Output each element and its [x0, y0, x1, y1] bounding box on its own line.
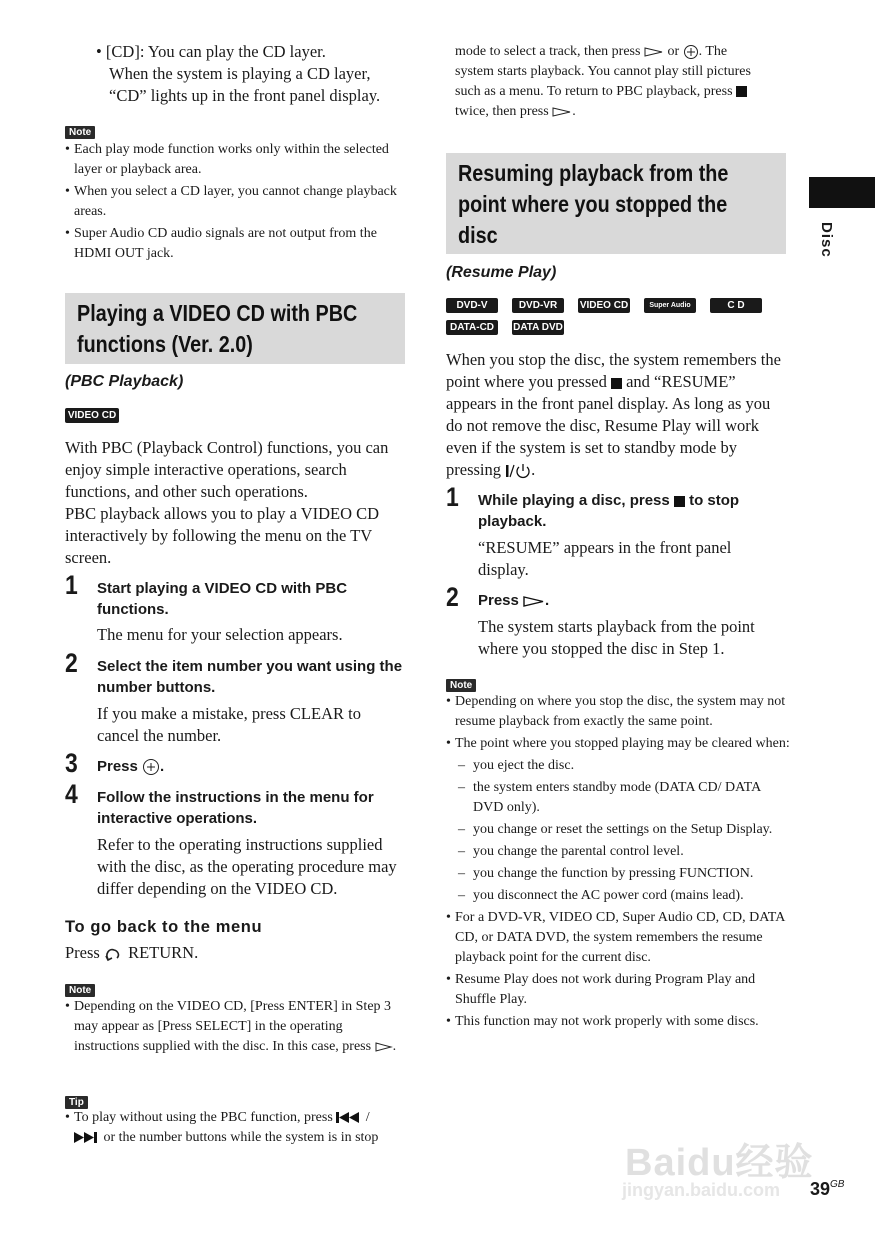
- note-3-list: [446, 692, 791, 1034]
- pbc-subtitle: (PBC Playback): [65, 373, 184, 390]
- note-3-item: • The point where you stopped playing may be cleared when:: [446, 734, 791, 754]
- resume-heading-line1: Resuming playback from the: [458, 160, 729, 186]
- disc-badge: DVD-VR: [512, 298, 564, 313]
- step-body: If you make a mistake, press CLEAR to cancel the number.: [97, 704, 361, 745]
- note-3-dash-item: – you change the function by pressing FUNCTION.: [446, 864, 791, 884]
- note-2-end: .: [392, 1039, 397, 1054]
- note-3-dash-item: – you change the parental control level.: [446, 842, 791, 862]
- page-number-suffix: GB: [830, 1179, 845, 1190]
- play-icon: [552, 107, 572, 117]
- resume-subtitle: (Resume Play): [446, 264, 557, 281]
- previous-icon: [336, 1112, 362, 1123]
- cd-layer-bullet: • [CD]: You can play the CD layer. When the system is playing a CD layer, “CD” lights up in the front panel display.: [96, 41, 416, 107]
- press-text: Press: [65, 943, 100, 962]
- tip-body: To play without using the PBC function, press: [74, 1110, 333, 1125]
- step-title-b: .: [545, 592, 550, 609]
- step-body: “RESUME” appears in the front panel display.: [478, 538, 732, 579]
- pbc-heading: [77, 298, 357, 360]
- step-title: Select the item number you want using the number buttons.: [97, 658, 403, 696]
- watermark-logo: Baidu经验: [625, 1142, 814, 1184]
- stop-icon: [674, 496, 685, 507]
- tip-slash: /: [365, 1110, 370, 1125]
- note-3-dash-item: – the system enters standby mode (DATA CD/ DATA DVD only).: [446, 778, 791, 818]
- tip-body-2: or the number buttons while the system is in stop: [103, 1130, 379, 1145]
- disc-badge: DVD-V: [446, 298, 498, 313]
- play-icon: [644, 47, 664, 57]
- resume-intro-b: and “RESUME” appears in the front panel display. As long as you do not remove the disc, Resume Play will work even if the system is set to standby mode by pressing: [446, 372, 771, 479]
- return-text: RETURN.: [128, 943, 199, 962]
- continuation-line2: system starts playback. You cannot play still pictures: [455, 64, 751, 79]
- disc-badge: DATA DVD: [513, 322, 563, 333]
- stop-icon: [736, 86, 747, 97]
- play-icon: [375, 1042, 393, 1052]
- pbc-heading-line1: Playing a VIDEO CD with PBC: [77, 300, 358, 326]
- power-icon: [505, 463, 531, 479]
- note-3-item: • Resume Play does not work during Program Play and Shuffle Play.: [446, 970, 791, 1010]
- back-to-menu-heading: To go back to the menu: [65, 918, 263, 936]
- resume-heading-box: [446, 153, 786, 254]
- tip-text: [65, 1108, 410, 1150]
- note-1-item: • When you select a CD layer, you cannot change playback areas.: [65, 182, 410, 222]
- step-title-b: to stop playback.: [478, 492, 740, 530]
- step-body: The system starts playback from the point where you stopped the disc in Step 1.: [478, 617, 755, 658]
- enter-circle-icon: [142, 758, 160, 776]
- pbc-intro-text-2: PBC playback allows you to play a VIDEO CD interactively by following the menu on the TV screen.: [65, 504, 380, 567]
- step-title: [478, 490, 783, 532]
- step-number: 2: [446, 582, 459, 612]
- note-label: Note: [65, 126, 95, 139]
- note-label: Note: [446, 679, 476, 692]
- or-text: or: [667, 44, 680, 59]
- note-2-body: Depending on the VIDEO CD, [Press ENTER] in Step 3 may appear as [Press SELECT] in the operating instructions supplied with the disc. In this case, press: [74, 999, 392, 1054]
- continuation-line3: such as a menu. To return to PBC playback, press: [455, 84, 733, 99]
- back-to-menu-instruction: [65, 942, 198, 964]
- resume-intro: [446, 349, 786, 481]
- section-tab: [809, 177, 875, 208]
- resume-intro-end: .: [531, 460, 536, 479]
- cd-bullet-line3: “CD” lights up in the front panel display.: [109, 86, 381, 105]
- pbc-badge-row: [65, 408, 123, 426]
- step-number: 1: [446, 482, 459, 512]
- resume-heading-line2: point where you stopped the: [458, 191, 728, 217]
- disc-badges: [446, 298, 786, 338]
- note-3-item: • For a DVD-VR, VIDEO CD, Super Audio CD, CD, DATA CD, or DATA DVD, the system remembers the resume playback point for the current disc.: [446, 908, 791, 968]
- play-icon: [523, 596, 545, 607]
- continuation-line4-end: .: [572, 104, 576, 119]
- resume-heading: [458, 158, 728, 251]
- step-number: 2: [65, 648, 78, 678]
- disc-badge: C D: [710, 298, 762, 313]
- pbc-intro-text: With PBC (Playback Control) functions, you can enjoy simple interactive operations, search functions, and other such operations.: [65, 438, 389, 501]
- step-title-a: Press: [478, 592, 519, 609]
- note-1-list: [65, 140, 410, 266]
- resume-intro-a: When you stop the disc, the system remembers the point where you pressed: [446, 350, 781, 391]
- note-3-dash-item: – you change or reset the settings on the Setup Display.: [446, 820, 791, 840]
- note-3-dash-item: – you disconnect the AC power cord (mains lead).: [446, 886, 791, 906]
- disc-badge: VIDEO CD: [579, 300, 629, 311]
- next-icon: [74, 1132, 100, 1143]
- step-title-row: Press .: [97, 758, 165, 775]
- note-3-item: • This function may not work properly with some discs.: [446, 1012, 791, 1032]
- disc-badge: DATA-CD: [446, 320, 498, 335]
- right-top-continuation: [455, 42, 790, 122]
- note-1-item: • Each play mode function works only within the selected layer or playback area.: [65, 140, 410, 180]
- enter-circle-icon: [683, 44, 699, 60]
- page-number: [810, 1179, 844, 1200]
- note-3-dash-item: – you eject the disc.: [446, 756, 791, 776]
- note-3: [446, 675, 476, 693]
- section-tab-label: Disc: [818, 222, 835, 258]
- note-1: [65, 122, 95, 140]
- cd-bullet-text: [CD]: You can play the CD layer.: [105, 42, 326, 61]
- step-number: 1: [65, 570, 78, 600]
- watermark-url: jingyan.baidu.com: [622, 1180, 781, 1200]
- disc-badge: Super Audio CD: [644, 298, 696, 313]
- continuation-text: mode to select a track, then press: [455, 44, 641, 59]
- cd-bullet-line2: When the system is playing a CD layer,: [109, 64, 371, 83]
- pbc-intro: [65, 437, 410, 569]
- note-3-item: • Depending on where you stop the disc, the system may not resume playback from exactly the same point.: [446, 692, 791, 732]
- step-title: Press: [97, 758, 138, 775]
- step-body: The menu for your selection appears.: [97, 625, 343, 644]
- tip-label: Tip: [65, 1096, 88, 1109]
- page-number-value: 39: [810, 1179, 831, 1199]
- note-1-item: • Super Audio CD audio signals are not output from the HDMI OUT jack.: [65, 224, 410, 264]
- step-body: Refer to the operating instructions supplied with the disc, as the operating procedure may differ depending on the VIDEO CD.: [97, 835, 397, 898]
- return-icon: [104, 946, 124, 962]
- pbc-heading-box: [65, 293, 405, 364]
- resume-heading-line3: disc: [458, 222, 498, 248]
- step-title: Follow the instructions in the menu for interactive operations.: [97, 789, 374, 827]
- continuation-line4: twice, then press: [455, 104, 549, 119]
- note-label: Note: [65, 984, 95, 997]
- pbc-heading-line2: functions (Ver. 2.0): [77, 331, 253, 357]
- step-number: 4: [65, 779, 78, 809]
- video-cd-badge: VIDEO CD: [65, 408, 119, 423]
- continuation-text-end: . The: [698, 44, 728, 59]
- step-number: 3: [65, 748, 78, 778]
- step-title: [478, 590, 549, 611]
- step-title: Start playing a VIDEO CD with PBC functions.: [97, 580, 348, 618]
- note-2: [65, 980, 95, 998]
- note-2-text: [65, 997, 410, 1059]
- step-title-a: While playing a disc, press: [478, 492, 670, 509]
- stop-icon: [611, 378, 622, 389]
